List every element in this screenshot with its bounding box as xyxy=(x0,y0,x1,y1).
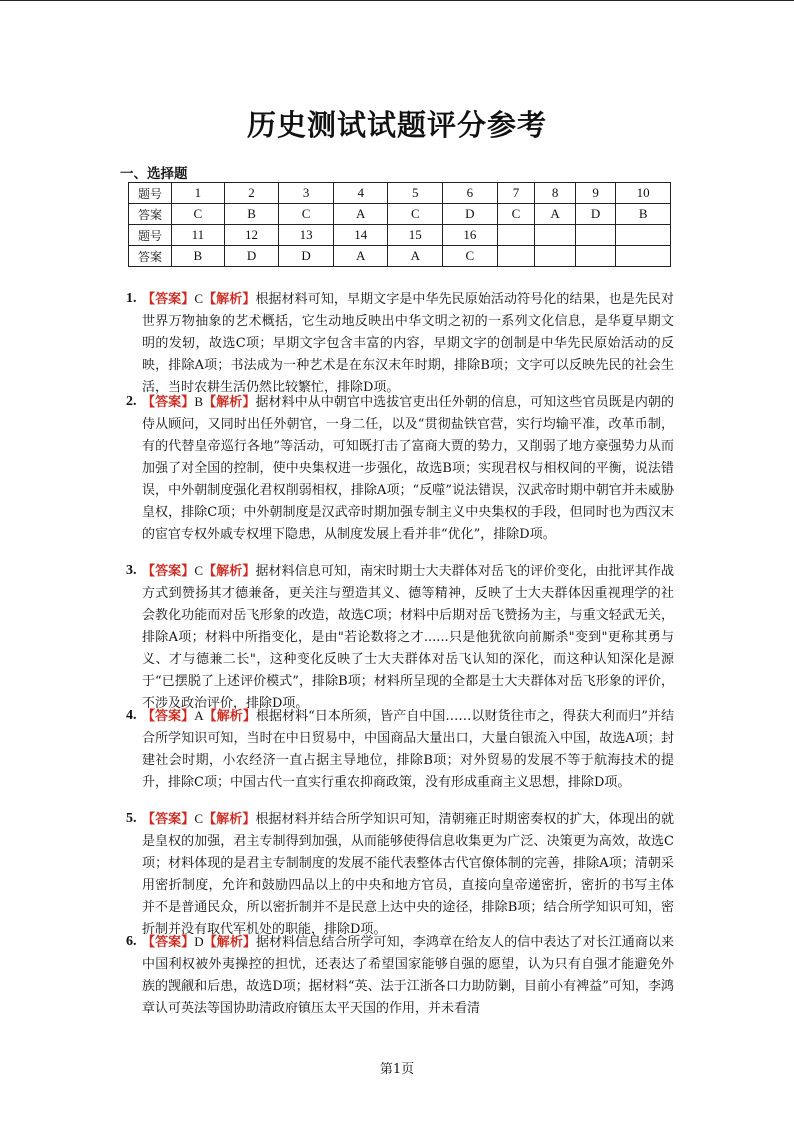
table-cell: 6 xyxy=(443,183,498,204)
page-number: 第1页 xyxy=(379,1062,415,1077)
table-cell: 9 xyxy=(575,183,616,204)
table-row-numbers xyxy=(129,225,671,246)
answer-choice: D xyxy=(194,934,204,949)
table-cell: 15 xyxy=(388,225,443,246)
table-cell: 2 xyxy=(224,183,279,204)
table-cell: A xyxy=(535,204,576,225)
table-cell: 10 xyxy=(616,183,671,204)
table-cell: 7 xyxy=(497,183,535,204)
row-label: 题号 xyxy=(129,183,172,204)
table-cell: 5 xyxy=(388,183,443,204)
table-cell: D xyxy=(224,246,279,267)
answer-label: 【答案】 xyxy=(142,935,195,950)
table-cell: 12 xyxy=(224,225,279,246)
table-row-answers xyxy=(129,204,671,225)
table-cell: B xyxy=(616,204,671,225)
explanation-item xyxy=(126,391,674,546)
table-cell xyxy=(535,225,576,246)
table-cell: D xyxy=(443,204,498,225)
section-heading: 一、选择题 xyxy=(120,166,188,182)
analysis-label: 【解析】 xyxy=(203,395,256,410)
table-cell xyxy=(616,225,671,246)
table-cell: B xyxy=(172,246,225,267)
answer-choice: A xyxy=(194,708,204,723)
table-cell: C xyxy=(388,204,443,225)
item-number: 5. xyxy=(126,811,137,826)
row-label: 答案 xyxy=(129,246,172,267)
analysis-label: 【解析】 xyxy=(203,564,256,579)
answer-choice: C xyxy=(194,811,204,826)
answer-choice: C xyxy=(194,563,204,578)
item-number: 3. xyxy=(126,563,137,578)
row-label: 答案 xyxy=(129,204,172,225)
table-cell: 11 xyxy=(172,225,225,246)
answer-label: 【答案】 xyxy=(142,292,195,307)
item-number: 2. xyxy=(126,394,137,409)
explanation-item xyxy=(126,808,674,941)
analysis-text: 根据材料并结合所学知识可知，清朝雍正时期密奏权的扩大，体现出的就是皇权的加强，君主专制得到加强，从而能够使得信息收集更为广泛、决策更为高效，故选C项；材料体现的是君主专制制度的发展不能代表整体古代官僚体制的完善，排除A项；清朝采用密折制度，允许和鼓励四品以上的中央和地方官员，直接向皇帝递密折，密折的书写主体并不是普通民众，所以密折制并不是民意上达中央的途径，排除B项；结合所学知识可知，密折制并没有取代军机处的职能，排除D项。 xyxy=(142,812,674,937)
item-number: 1. xyxy=(126,291,137,306)
analysis-label: 【解析】 xyxy=(203,709,256,724)
explanation-item xyxy=(126,705,674,794)
table-cell: D xyxy=(575,204,616,225)
table-row-answers xyxy=(129,246,671,267)
table-cell xyxy=(535,246,576,267)
answer-table xyxy=(128,182,671,267)
analysis-label: 【解析】 xyxy=(203,935,256,950)
table-cell xyxy=(497,225,535,246)
table-cell: C xyxy=(497,204,535,225)
table-row-numbers xyxy=(129,183,671,204)
answer-choice: B xyxy=(194,394,204,409)
table-cell: 8 xyxy=(535,183,576,204)
table-cell xyxy=(575,246,616,267)
table-cell: B xyxy=(224,204,279,225)
explanation-item xyxy=(126,560,674,715)
page-title: 历史测试试题评分参考 xyxy=(246,108,547,142)
top-rule xyxy=(0,0,794,1)
explanation-item xyxy=(126,288,674,399)
table-cell: 4 xyxy=(333,183,388,204)
item-number: 4. xyxy=(126,708,137,723)
table-cell: 13 xyxy=(279,225,334,246)
table-cell: A xyxy=(388,246,443,267)
analysis-text: 根据材料“日本所须，皆产自中国……以财货往市之，得获大利而归”并结合所学知识可知，当时在中日贸易中，中国商品大量出口，大量白银流入中国，故选A项；封建社会时期，小农经济一直占据主导地位，排除B项；对外贸易的发展不等于航海技术的提升，排除C项；中国古代一直实行重农抑商政策，没有形成重商主义思想，排除D项。 xyxy=(142,709,674,790)
table-cell: 14 xyxy=(333,225,388,246)
table-cell: D xyxy=(279,246,334,267)
table-cell: 16 xyxy=(443,225,498,246)
answer-choice: C xyxy=(194,291,204,306)
analysis-text: 据材料中从中朝官中选拔官吏出任外朝的信息，可知这些官员既是内朝的侍从顾问，又同时出任外朝官，一身二任，以及“贯彻盐铁官营，实行均输平准，改革币制，有的代替皇帝巡行各地”等活动，可知既打击了富商大贾的势力，又削弱了地方豪强势力从而加强了对全国的控制，使中央集权进一步强化，故选B项；实现君权与相权间的平衡，说法错误，中外朝制度强化君权削弱相权，排除A项；“反噬”说法错误，汉武帝时期中朝官并未威胁皇权，排除C项；中外朝制度是汉武帝时期加强专制主义中央集权的手段，但同时也为西汉末的宦官专权外戚专权埋下隐患，从制度发展上看并非“优化”，排除D项。 xyxy=(142,395,674,542)
analysis-text: 据材料信息结合所学可知，李鸿章在给友人的信中表达了对长江通商以来中国利权被外夷操控的担忧，还表达了希望国家能够自强的愿望，认为只有自强才能避免外族的觊觎和后患，故选D项；据材料“英、法于江浙各口力助防剿，目前小有裨益”可知，李鸿章认可英法等国协助清政府镇压太平天国的作用，并未看清 xyxy=(142,935,674,1016)
table-cell xyxy=(497,246,535,267)
answer-label: 【答案】 xyxy=(142,564,195,579)
table-cell xyxy=(616,246,671,267)
explanation-item xyxy=(126,931,674,1020)
row-label: 题号 xyxy=(129,225,172,246)
table-cell: 1 xyxy=(172,183,225,204)
analysis-label: 【解析】 xyxy=(203,292,256,307)
analysis-text: 根据材料可知，早期文字是中华先民原始活动符号化的结果，也是先民对世界万物抽象的艺术概括，它生动地反映出中华文明之初的一系列文化信息，是华夏早期文明的发轫，故选C项；早期文字包含丰富的内容，早期文字的创制是中华先民原始活动的反映，排除A项；书法成为一种艺术是在东汉末年时期，排除B项；文字可以反映先民的社会生活，当时农耕生活仍然比较繁忙，排除D项。 xyxy=(142,292,674,395)
item-number: 6. xyxy=(126,934,137,949)
analysis-label: 【解析】 xyxy=(203,812,256,827)
table-cell: C xyxy=(279,204,334,225)
table-cell: A xyxy=(333,204,388,225)
table-cell xyxy=(575,225,616,246)
table-cell: 3 xyxy=(279,183,334,204)
answer-label: 【答案】 xyxy=(142,709,195,724)
answer-label: 【答案】 xyxy=(142,395,195,410)
table-cell: C xyxy=(443,246,498,267)
table-cell: C xyxy=(172,204,225,225)
table-cell: A xyxy=(333,246,388,267)
answer-label: 【答案】 xyxy=(142,812,195,827)
analysis-text: 据材料信息可知，南宋时期士大夫群体对岳飞的评价变化，由批评其作战方式到赞扬其才德兼备，更关注与塑造其义、德等精神，反映了士大夫群体因重视理学的社会教化功能而对岳飞形象的改造，故选C项；材料中后期对岳飞赞扬为主，与重文轻武无关，排除A项；材料中所指变化，是由"若论数将之才......只是他犹欲向前厮杀"变到"更称其勇与义、才与德兼二长"，这种变化反映了士大夫群体对岳飞认知的深化，而这种认知深化是源于“已摆脱了上述评价模式”，排除B项；材料所呈现的全都是士大夫群体对岳飞形象的评价，不涉及政治评价，排除D项。 xyxy=(142,564,674,711)
